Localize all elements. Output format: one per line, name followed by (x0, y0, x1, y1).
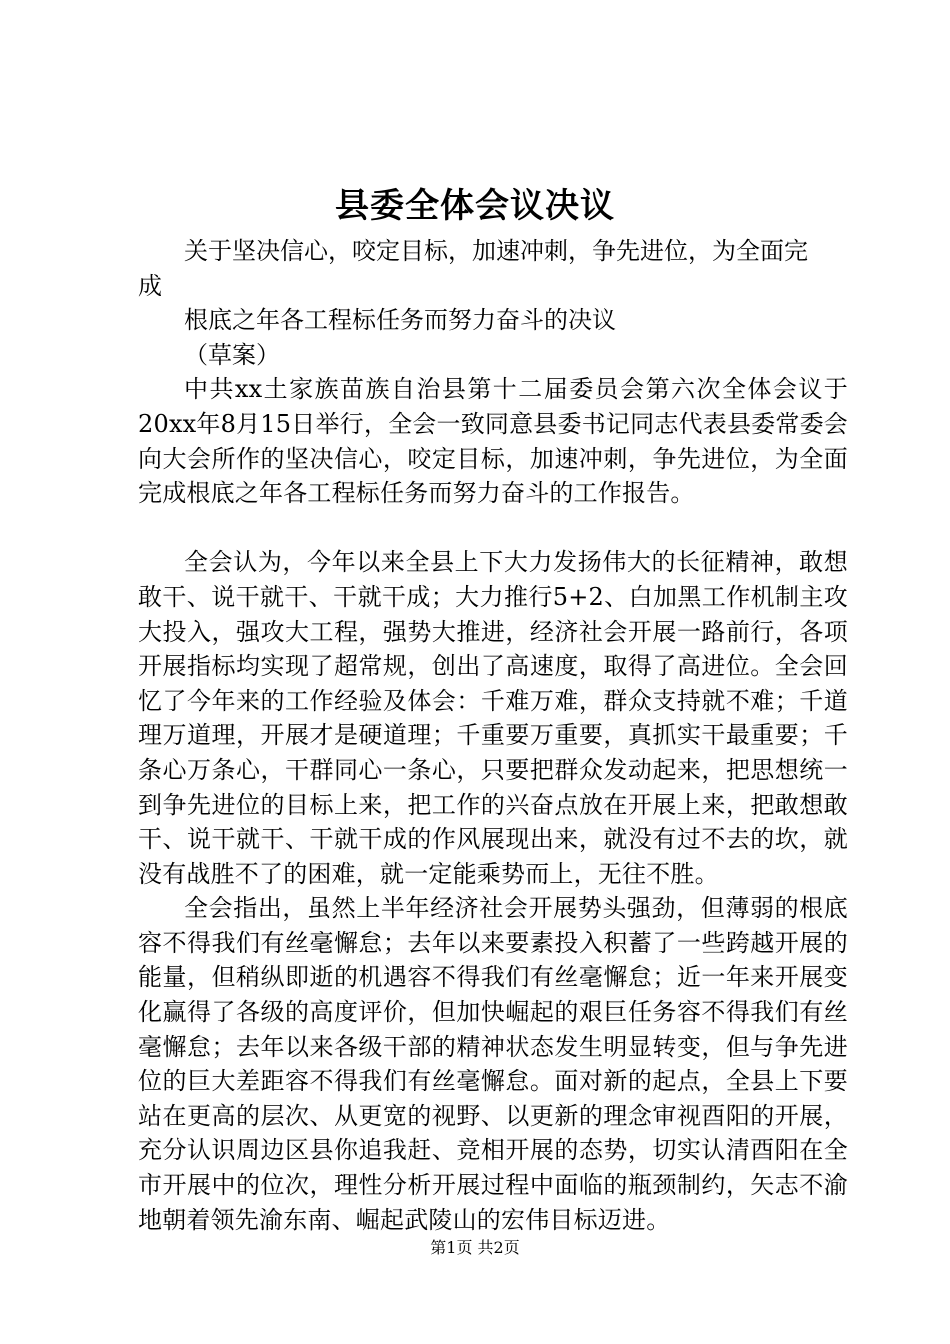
draft-label: （草案） (184, 340, 280, 369)
subtitle-line-1: 关于坚决信心，咬定目标，加速冲刺，争先进位，为全面完 (184, 237, 808, 265)
paragraph-gap (138, 511, 848, 546)
page-footer: 第1页 共2页 (430, 1238, 520, 1257)
paragraph-meeting-info: 中共xx土家族苗族自治县第十二届委员会第六次全体会议于20xx年8月15日举行，全会一致同意县委书记同志代表县委常委会向大会所作的坚决信心，咬定目标，加速冲刺，争先进位，为全面完成根底之年各工程标任务而努力奋斗的工作报告。 (138, 375, 848, 508)
subtitle-line-2: 根底之年各工程标任务而努力奋斗的决议 (184, 306, 616, 335)
document-body (138, 234, 848, 1237)
paragraph-challenges: 全会指出，虽然上半年经济社会开展势头强劲，但薄弱的根底容不得我们有丝毫懈怠；去年以来要素投入积蓄了一些跨越开展的能量，但稍纵即逝的机遇容不得我们有丝毫懈怠；近一年来开展变化赢得了各级的高度评价，但加快崛起的艰巨任务容不得我们有丝毫懈怠；去年以来各级干部的精神状态发生明显转变，但与争先进位的巨大差距容不得我们有丝毫懈怠。面对新的起点，全县上下要站在更高的层次、从更宽的视野、以更新的理念审视酉阳的开展，充分认识周边区县你追我赶、竞相开展的态势，切实认清酉阳在全市开展中的位次，理性分析开展过程中面临的瓶颈制约，矢志不渝地朝着领先渝东南、崛起武陵山的宏伟目标迈进。 (138, 894, 848, 1234)
document-title: 县委全体会议决议 (335, 186, 615, 226)
paragraph-achievements: 全会认为，今年以来全县上下大力发扬伟大的长征精神，敢想敢干、说干就干、干就干成；大力推行5+2、白加黑工作机制主攻大投入，强攻大工程，强势大推进，经济社会开展一路前行，各项开展指标均实现了超常规，创出了高速度，取得了高进位。全会回忆了今年来的工作经验及体会：千难万难，群众支持就不难；千道理万道理，开展才是硬道理；千重要万重要，真抓实干最重要；千条心万条心，干群同心一条心，只要把群众发动起来，把思想统一到争先进位的目标上来，把工作的兴奋点放在开展上来，把敢想敢干、说干就干、干就干成的作风展现出来，就没有过不去的坎，就没有战胜不了的困难，就一定能乘势而上，无往不胜。 (138, 548, 848, 888)
subtitle-line-1-wrap: 成 (138, 271, 162, 300)
